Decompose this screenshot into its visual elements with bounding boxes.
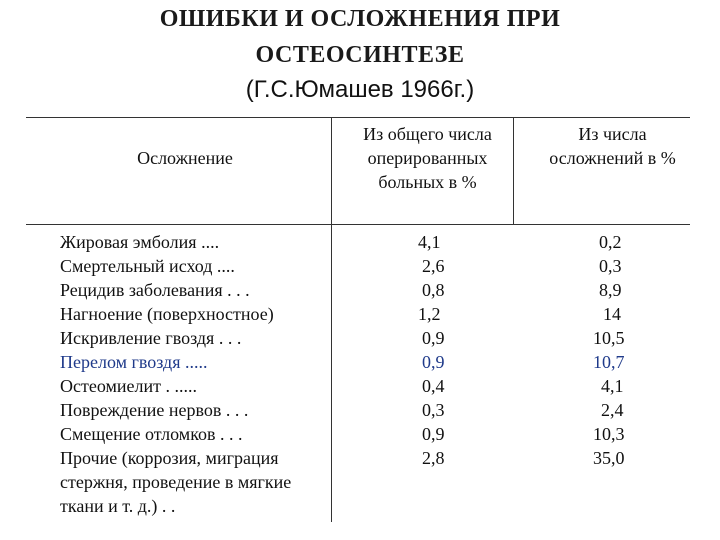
complication-name: Жировая эмболия .... (60, 232, 220, 252)
complications-percent-value: 0,2 (599, 232, 622, 252)
complications-percent-value: 14 (603, 304, 621, 324)
complication-name: Повреждение нервов . . . (60, 400, 249, 420)
operated-percent-list (418, 230, 458, 470)
header-of-complications: Из числа осложнений в % (549, 124, 676, 168)
header-complication: Осложнение (137, 148, 233, 168)
complications-percent-value: 35,0 (593, 448, 625, 468)
complications-percent-value: 10,3 (593, 424, 625, 444)
column-divider-2 (513, 117, 514, 224)
complication-name: Остеомиелит . ..... (60, 376, 197, 396)
complication-list (60, 230, 322, 518)
complications-percent-value: 0,3 (599, 256, 622, 276)
header-rule (26, 224, 690, 225)
operated-percent-value: 2,6 (422, 256, 445, 276)
complications-percent-value: 8,9 (599, 280, 622, 300)
operated-percent-value: 0,9 (422, 328, 445, 348)
header-of-operated: Из общего числа оперированных больных в % (363, 124, 492, 192)
complication-name: Прочие (коррозия, миграция стержня, проведение в мягкие ткани и т. д.) . . (60, 448, 292, 516)
operated-percent-value: 0,3 (422, 400, 445, 420)
operated-percent-value: 2,8 (422, 448, 445, 468)
author-subtitle: (Г.С.Юмашев 1966г.) (245, 76, 475, 103)
operated-percent-value: 0,8 (422, 280, 445, 300)
title-line-2: ОСТЕОСИНТЕЗЕ (255, 42, 465, 68)
complication-name: Перелом гвоздя ..... (60, 352, 208, 372)
complications-percent-value: 10,5 (593, 328, 625, 348)
complication-name: Нагноение (поверхностное) (60, 304, 274, 324)
complications-percent-value: 10,7 (593, 352, 625, 372)
complications-percent-list (593, 230, 643, 470)
operated-percent-value: 0,9 (422, 352, 445, 372)
operated-percent-value: 4,1 (418, 232, 441, 252)
complications-percent-value: 4,1 (601, 376, 624, 396)
column-divider-1 (331, 117, 332, 522)
complication-name: Смертельный исход .... (60, 256, 235, 276)
complication-name: Искривление гвоздя . . . (60, 328, 242, 348)
operated-percent-value: 1,2 (418, 304, 441, 324)
complication-name: Смещение отломков . . . (60, 424, 243, 444)
complications-percent-value: 2,4 (601, 400, 624, 420)
title-line-1: ОШИБКИ И ОСЛОЖНЕНИЯ ПРИ (159, 6, 561, 32)
operated-percent-value: 0,4 (422, 376, 445, 396)
top-rule (26, 117, 690, 118)
operated-percent-value: 0,9 (422, 424, 445, 444)
complication-name: Рецидив заболевания . . . (60, 280, 250, 300)
